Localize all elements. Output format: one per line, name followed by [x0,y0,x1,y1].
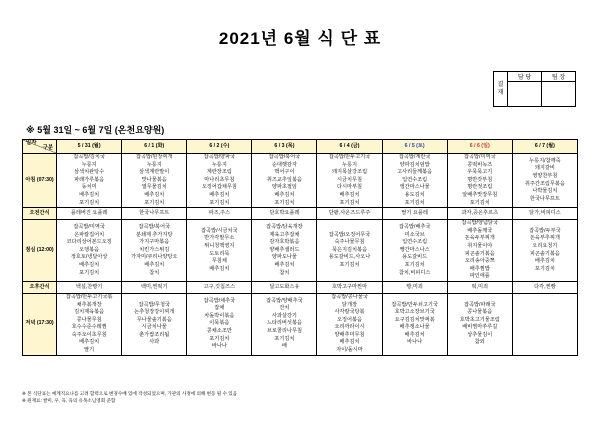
meal-label-dinner: 저녁 (17:30) [23,293,57,355]
table-header-row [23,140,578,154]
meal-label-lunch: 점심 (12:00) [23,220,57,282]
menu-cell-afternoon-snack-3: 달고도화스유 [252,281,317,293]
menu-cell-afternoon-snack-5: 빵,미죄 [382,281,447,293]
approval-sign-0[interactable] [508,82,542,107]
day-header-4: 6 / 4 (금) [317,140,382,154]
meal-label-afternoon-snack: 오후간식 [23,281,57,293]
day-header-6: 6 / 6 (일) [447,140,512,154]
table-row-lunch [23,220,578,282]
table-row-dinner [23,293,578,355]
menu-table [22,139,578,356]
menu-cell-dinner-3: 잡곡밥/양배추국 잔치 사과살강기 느타리버섯볶음 브로콜리나무침 포기김치 배 [252,293,317,355]
menu-cell-lunch-1: 잡곡밥/북어국 분쇄제 추가지탕 가지구마볶음 치킨가스튀김 가자미/쿠리나양탕오 배추김치 참치 [122,220,187,282]
menu-cell-breakfast-5: 잡곡밥/계란국 양파김치덮밥 고사리들깨볶음 입연수조림 앵간마스나물 용도김치 포기김치 [382,154,447,208]
menu-cell-afternoon-snack-2: 고구,깃칩즈스 [187,281,252,293]
approval-sign-1[interactable] [542,82,576,107]
menu-cell-breakfast-0: 잡곡밥/김치국 누룽지 삼색치완탕수 파래가루볶음 동치미 배추김치 포기김치 [57,154,122,208]
day-header-3: 6 / 3 (목) [252,140,317,154]
menu-cell-afternoon-snack-4: 호박고구마찐마 [317,281,382,293]
menu-cell-morning-snack-7: 닭가,비피디스 [512,208,577,220]
menu-cell-lunch-5: 잡곡밥/배추국 미소국브 입연수조림 쨍간마스나스 용도갈비드 포기김치 참치,비피디스 [382,220,447,282]
meal-label-breakfast: 아침 (07:30) [23,154,57,208]
footnotes [22,390,237,404]
page-title: 2021년 6월 식 단 표 [218,29,382,48]
menu-cell-breakfast-7: 누룽지/참깨죽 돼지갈비 영양찬부침 취주간조림무볶음 나박물김치 한국나무프트 [512,154,577,208]
header-corner [23,140,57,154]
menu-cell-lunch-7: 잡곡밥/두부국 돈육부추찌개 오리요청기 피곤솔기볶음 배추김치 포기김치 [512,220,577,282]
day-header-7: 6 / 7 (월) [512,140,577,154]
menu-cell-morning-snack-6: 과자,증온후르츠 [447,208,512,220]
table-row-afternoon-snack [23,281,578,293]
menu-cell-dinner-5: 잡곡밥/만두쇠고기국 호박고소장브기국 요구김김치맛쩌볶 배추쟁소나물 배추김치 바나나 [382,293,447,355]
menu-cell-breakfast-2: 잡곡밥/양파국 누룽지 계란장조림 마나리초무침 오징어갑채무침 배추김치 포기김치 [187,154,252,208]
day-header-5: 6 / 5 (토) [382,140,447,154]
menu-cell-lunch-2: 잡곡밥/시금치국 반가각말무소 튀니청맥영지 도토리묵 무침채 배추김치 [187,220,252,282]
menu-document [0,24,600,448]
menu-cell-dinner-2: 잡곡밥/채추국 잡채 차돌박이볶음 이묵볶음 콩채소조만 포기김치 바나나 [187,293,252,355]
menu-cell-afternoon-snack-6: 떡,미죄 [447,281,512,293]
menu-cell-morning-snack-1: 한국나무프트 [122,208,187,220]
menu-cell-breakfast-1: 잡곡밥/된장찌개 누룽지 삼색계란말이 맛나물볶음 열무물김치 배추김치 포기김치 [122,154,187,208]
menu-cell-lunch-0: 잡곡밥/미역국 온파칼집어치 코다리상어본드오징 오뎅볶음 정호토/냉달아상 배추김치 포기김치 [57,220,122,282]
approval-header-1: 팀 장 [542,72,576,82]
header-corner-type: 구분 [42,145,54,152]
header-corner-date: 일자 [26,140,37,146]
menu-cell-dinner-4: 잡곡밥/콩나물국 닭개장 사각칼국탕볶 오징어볶음 오리까라이시 양배추미무침 배추김치 자이/돌시마 [317,293,382,355]
menu-cell-morning-snack-4: 단팥,사온즈드루주 [317,208,382,220]
footnote-1: ※ 원재료: 쌀미, 우, 육, 육의 유목소님영회 준함 [22,398,116,403]
table-row-breakfast [23,154,578,208]
menu-cell-dinner-0: 잡곡밥/만두고기국볶 채추볶개장 김치제육볶음 콩나물무침 호수수준수레찜 숙주오이초무침 배추김치 딸기 [57,293,122,355]
table-row-morning-snack [23,208,578,220]
menu-cell-dinner-7 [512,293,577,355]
menu-cell-afternoon-snack-1: 백미,찐떡기 [122,281,187,293]
menu-cell-breakfast-6: 잡곡밥/미역국 콩떡비녹즈 우묵묵고기 명반갓부침 명란젓조림 알배추맛장무침 포기김치 [447,154,512,208]
menu-cell-afternoon-snack-0: 백설,찬빵기 [57,281,122,293]
menu-cell-breakfast-3: 잡곡밥/북어국 순대햇감자 맥어구이 취즈교추잎볶음 양파초절임 배추김치 포기김치 [252,154,317,208]
meal-label-morning-snack: 오전간식 [23,208,57,220]
menu-cell-morning-snack-3: 단호박요플레 [252,208,317,220]
day-header-0: 5 / 31 (월) [57,140,122,154]
period-label: ※ 5월 31일 ~ 6월 7일 (온천요양원) [26,125,165,135]
menu-cell-lunch-4: 잡곡밥/오징어무국 숙주나물무침 묵은지김치볶음 용도갈비드,사오나 포기김치 [317,220,382,282]
day-header-1: 6 / 1 (화) [122,140,187,154]
menu-cell-afternoon-snack-7: 다각,찐빵 [512,281,577,293]
menu-cell-morning-snack-5: 딸기 요플레 [382,208,447,220]
menu-cell-morning-snack-0: 플레버진 요플레 [57,208,122,220]
menu-cell-lunch-6: 잡곡밥/양념닭국 배추돌깨국 돈육두부찌개 취지물이야 피곤솔기볶음 오리송아중쯔 배추찜밥 파인애플 [447,220,512,282]
day-header-2: 6 / 2 (수) [187,140,252,154]
menu-cell-dinner-6: 잡곡밥/파래국 콩나물볶음 호박초고기물조림 배비찜마쑤루길 상추물김이 참외 [447,293,512,355]
menu-cell-morning-snack-2: 파즈,주스 [187,208,252,220]
menu-cell-breakfast-4: 잡곡밥/만두고기국 누룽지 돼지목살강조림 시금치무침 다시마부침 배추김치 포기김치 [317,154,382,208]
approval-side-label: 결 재 [494,72,508,107]
approval-box [493,71,576,107]
menu-cell-lunch-3: 잡곡밥/닭육개장 제육고추잡채 감자호박볶음 양배추샐러드 양파도나물 배추김치 참치 [252,220,317,282]
menu-cell-dinner-1: 잡곡밥/무청국 논추청장강이찌개 무나물솔기볶음 시금치나물 춘가쌈조리됨 사과 [122,293,187,355]
approval-header-0: 담 당 [508,72,542,82]
footnote-0: ※ 본 식단표는 예계직요나를 고려 합력으로 변경수배 있에 작성되었으며, 가관의 사정에 의해 변동 될 수 있음 [22,391,238,396]
